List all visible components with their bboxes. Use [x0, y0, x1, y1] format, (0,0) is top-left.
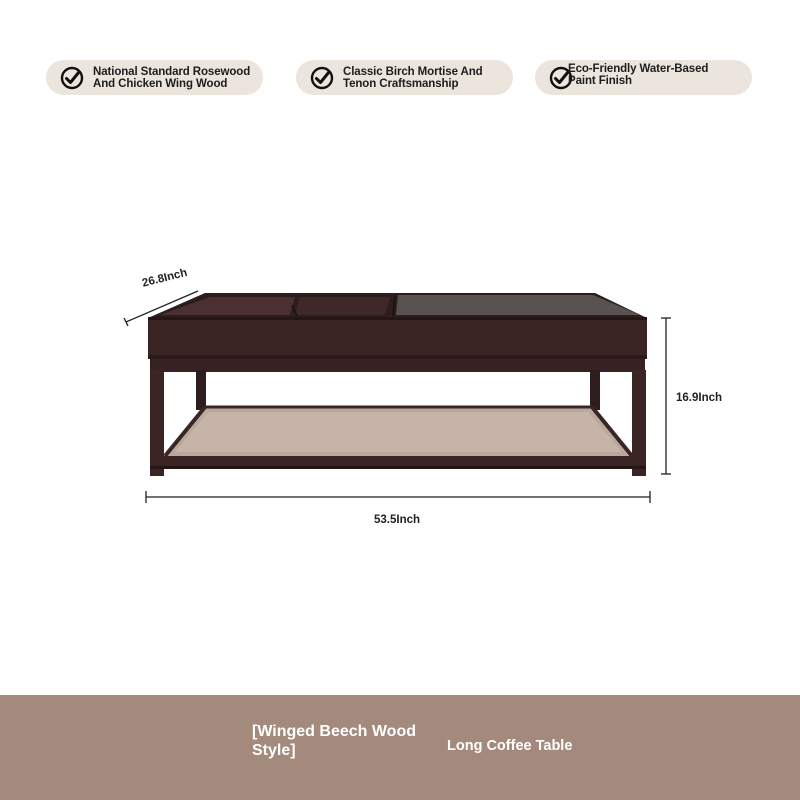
height-dimension-label: 16.9Inch [676, 392, 723, 404]
feature-text: Classic Birch Mortise And Tenon Craftsmanship [343, 66, 483, 90]
footer-bar [0, 695, 800, 800]
depth-dimension-label: 26.8Inch [141, 266, 189, 290]
feature-text: National Standard Rosewood And Chicken Wing Wood [93, 66, 251, 90]
feature-text: Eco-Friendly Water-Based Paint Finish [568, 63, 709, 87]
product-style-label: [Winged Beech Wood Style] [252, 723, 416, 759]
width-dimension-label: 53.5Inch [374, 514, 421, 526]
product-name-label: Long Coffee Table [447, 738, 573, 754]
